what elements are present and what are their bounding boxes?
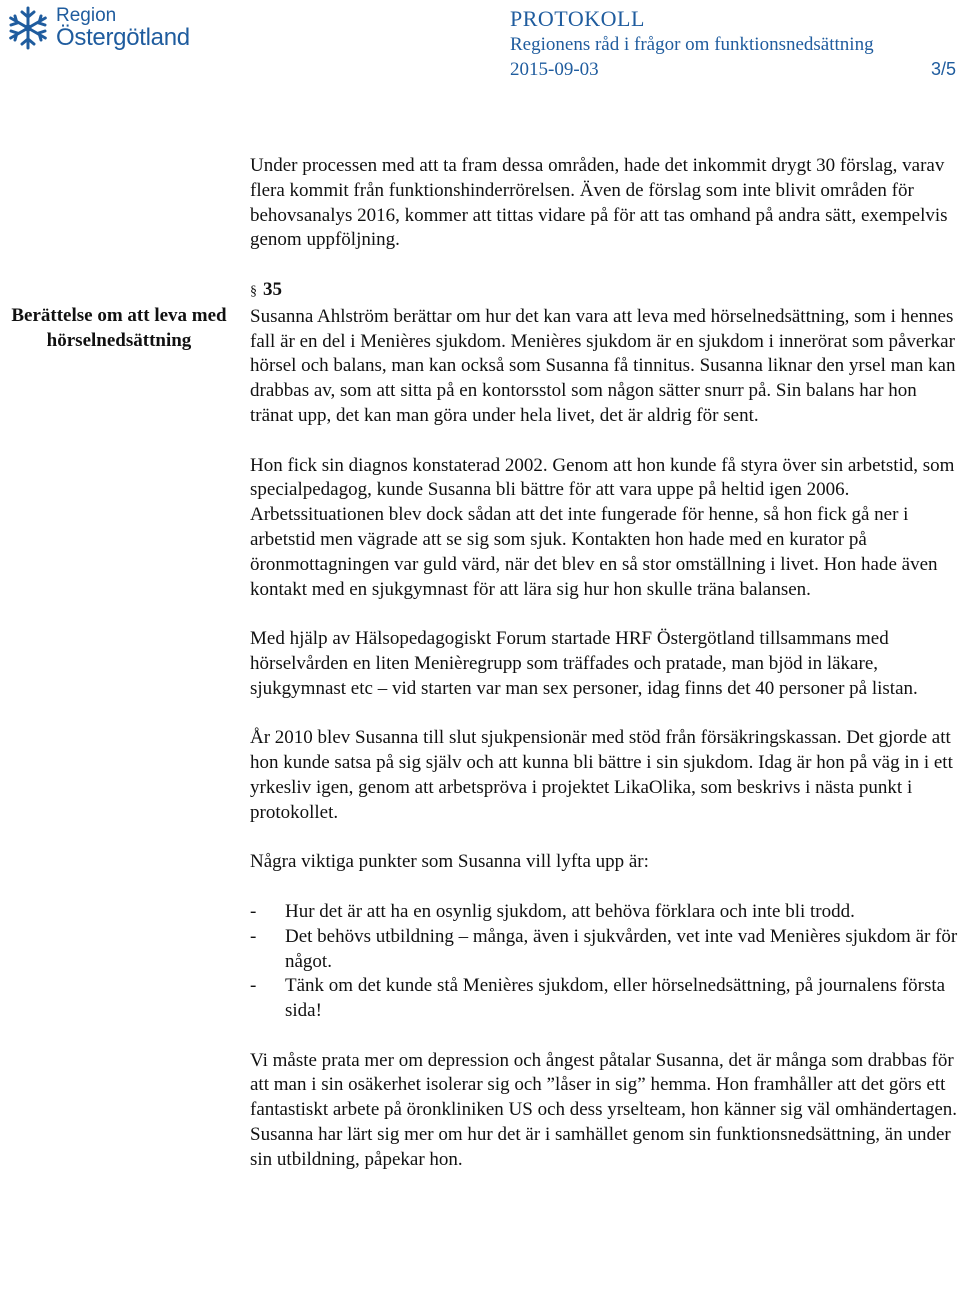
body-paragraph: Med hjälp av Hälsopedagogiskt Forum startade HRF Östergötland tillsammans med hörselvården en liten Menièregrupp som träffades och pratade, man bjöd in läkare, sjukgymnast etc – vid starten var man sex personer, idag finns det 40 personer på listan. [250,628,918,699]
section-side-label: Berättelse om att leva med hörselnedsättning [11,305,227,351]
section-sign: § [250,283,257,299]
document-body [250,154,958,1173]
list-item-text: Tänk om det kunde stå Menières sjukdom, eller hörselnedsättning, på journalens första sida! [285,975,946,1022]
list-marker: - [250,975,257,997]
intro-paragraph: Under processen med att ta fram dessa områden, hade det inkommit drygt 30 förslag, varav flera kommit från funktionshinderrörelsen. Även de förslag som inte blivit områden för behovsanalys 2016, kommer att tittas vidare på för att tas omhand på andra sätt, exempelvis genom uppföljning. [250,155,948,251]
list-marker: - [250,900,257,922]
paragraph-number [250,278,958,305]
document-title: PROTOKOLL [510,6,645,31]
document-subtitle: Regionens råd i frågor om funktionsnedsättning [510,34,874,55]
page-number: 3/5 [930,59,956,79]
body-paragraph: Susanna Ahlström berättar om hur det kan vara att leva med hörselnedsättning, som i hennes fall är en del i Menières sjukdom. Menières sjukdom är en sjukdom i innerörat som påverkar hörsel och balans, man kan också som Susanna få tinnitus. Susanna liknar den yrsel man kan drabbas av, som att sitta på en kontorsstol som någon sätter snurr på. Sin balans har hon tränat upp, det kan man göra under hela livet, det är aldrig för sent. [250,305,956,426]
logo-region-text: Region [56,5,117,26]
document-header [510,6,956,82]
logo-wordmark [56,6,190,50]
list-item-text: Det behövs utbildning – många, även i sjukvården, vet inte vad Menières sjukdom är för något. [285,925,958,972]
list-item-text: Hur det är att ha en osynlig sjukdom, att behöva förklara och inte bli trodd. [285,900,855,922]
snowflake-logo-icon [4,4,52,52]
document-date: 2015-09-03 [510,59,599,80]
list-item [250,925,958,975]
region-logo [4,4,190,52]
closing-paragraph: Vi måste prata mer om depression och ångest påtalar Susanna, det är många som drabbas för att man i sin osäkerhet isolerar sig och ”låser in sig” hemma. Hon framhåller att det görs ett fantastiskt arbete på öronkliniken US och dess yrselteam, hon känner sig väl omhändertagen. Susanna har lärt sig mer om hur det är i samhället genom sin funktionsnedsättning, än under sin utbildning, påpekar hon. [250,1049,958,1170]
list-marker: - [250,925,257,947]
body-paragraph: År 2010 blev Susanna till slut sjukpensionär med stöd från försäkringskassan. Det gjorde att hon kunde satsa på sig själv och att kunna bli bättre i sin sjukdom. Idag är hon på väg in i ett yrkesliv igen, genom att arbetspröva i projektet LikaOlika, som beskrivs i nästa punkt i protokollet. [250,727,953,823]
body-paragraph: Hon fick sin diagnos konstaterad 2002. Genom att hon kunde få styra över sin arbetstid, som specialpedagog, kunde Susanna bli bättre för att vara uppe på heltid igen 2006. Arbetssituationen blev dock sådan att det inte fungerade för henne, så hon fick gå ner i arbetstid men vägrade att se sig som sjuk. Kontakten hon hade med en kurator på öronmottagningen var guld värd, när det blev en så stor omställning i livet. Hon hade även kontakt med en sjukgymnast för att lära sig hur hon skulle träna balansen. [250,454,955,600]
body-paragraph: Några viktiga punkter som Susanna vill lyfta upp är: [250,851,649,873]
key-points-list [250,900,958,1024]
list-item [250,974,958,1024]
list-item [250,900,958,925]
logo-name-text: Östergötland [56,24,190,51]
header-date-row [510,57,956,82]
section-number: 35 [263,278,282,300]
